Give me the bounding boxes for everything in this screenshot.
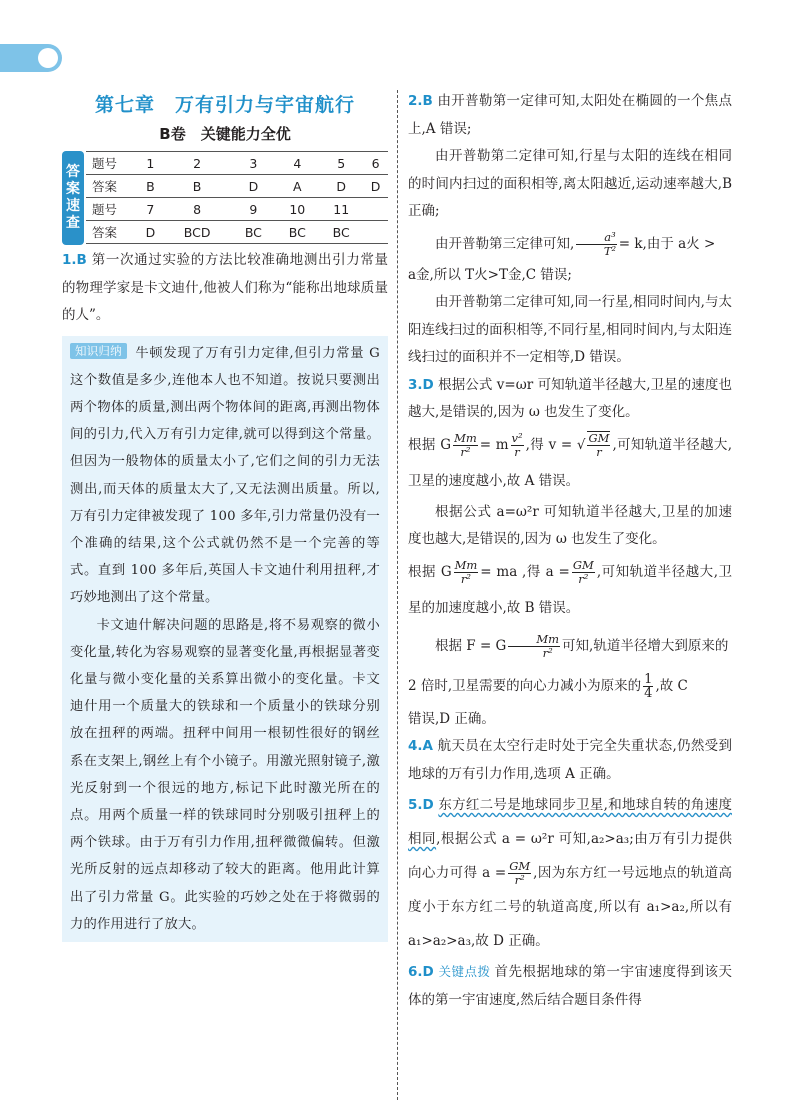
q3-e <box>408 626 732 666</box>
answer-table-cell: 7 <box>138 198 163 221</box>
q3-b: 根据 G $\frac{Mm}{\text{r²}}$ = m $\frac{\text{v²}}{r}$ ,得 v = √ $\frac{GM}{r}$ ,可知轨道半径越大,卫星的速度越小,故 A 错误。 <box>408 430 733 489</box>
fraction <box>511 432 524 459</box>
left-column <box>62 88 388 942</box>
frac-denominator: r² <box>514 873 525 887</box>
tab-dot <box>38 48 58 68</box>
q2-b: 由开普勒第二定律可知,行星与太阳的连线在相同的时间内扫过的面积相等,离太阳越近,运动速率越大,B 正确; <box>408 148 732 219</box>
answer-quick-check <box>62 151 388 244</box>
frac-denominator: r² <box>578 571 589 586</box>
answer-table-header-cell: 答案 <box>86 221 138 244</box>
answer-table-cell: B <box>138 175 163 198</box>
frac-numerator: a³ <box>576 231 616 245</box>
q4-text: 航天员在太空行走时处于完全失重状态,仍然受到地球的万有引力作用,选项 A 正确。 <box>408 738 732 782</box>
right-column <box>408 88 732 1014</box>
q3-d <box>408 554 732 626</box>
q3-b-text-3: ,得 v = <box>525 436 573 453</box>
answer-table-header-cell: 题号 <box>86 198 138 221</box>
answer-table-cell: 8 <box>163 198 232 221</box>
fraction <box>508 633 560 660</box>
answer-label-char: 答 <box>66 164 80 180</box>
answer-table-row <box>86 175 388 198</box>
q5-explanation <box>408 788 732 958</box>
frac-numerator: Mm <box>508 633 560 647</box>
answer-table-cell: B <box>163 175 232 198</box>
fraction <box>572 559 595 586</box>
answer-table-cell: A <box>275 175 319 198</box>
q2-kepler-fraction <box>576 231 616 258</box>
answer-table-cell: D <box>138 221 163 244</box>
q3-e-end: 错误,D 正确。 <box>408 710 495 727</box>
q6-tag: 关键点拨 <box>438 964 491 979</box>
q1-text: 第一次通过实验的方法比较准确地测出引力常量的物理学家是卡文迪什,他被人们称为“能称出地球质量的人”。 <box>62 252 389 323</box>
fraction <box>454 559 479 586</box>
answer-label-char: 速 <box>66 198 80 214</box>
answer-table-cell: 10 <box>275 198 319 221</box>
q2-number: 2.B <box>408 93 433 109</box>
answer-table-cell: 3 <box>231 152 275 175</box>
knowledge-tag: 知识归纳 <box>70 343 127 359</box>
q2-explanation <box>408 88 732 143</box>
answer-table-cell: D <box>363 175 388 198</box>
answer-table-cell <box>363 198 388 221</box>
frac-numerator: 1 <box>644 671 653 687</box>
answer-label-char: 查 <box>66 215 80 231</box>
q6-explanation <box>408 958 732 1014</box>
answer-table-cell: D <box>319 175 363 198</box>
q3-a: 根据公式 v=ωr 可知轨道半径越大,卫星的速度也越大,是错误的,因为 ω 也发生了变化。 <box>408 376 732 420</box>
chapter-title: 第七章 万有引力与宇宙航行 <box>94 94 355 116</box>
fraction <box>643 673 653 700</box>
q2-c <box>408 226 732 262</box>
answer-table-cell: BC <box>275 221 319 244</box>
q3-b-text-4: ,可知轨道半径越大,卫星的速度越小,故 A 错误。 <box>408 436 733 489</box>
answer-table-cell: 1 <box>138 152 163 175</box>
answer-table-cell: 9 <box>231 198 275 221</box>
q1-number: 1.B <box>62 252 87 268</box>
q3-c: 根据公式 a=ω²r 可知轨道半径越大,卫星的加速度也越大,是错误的,因为 ω 也发生了变化。 <box>408 503 732 547</box>
frac-numerator: Mm <box>454 557 478 572</box>
answer-table-cell: D <box>231 175 275 198</box>
q3-d-text-2: = ma ,得 a = <box>480 563 570 580</box>
frac-numerator: GM <box>572 557 594 572</box>
q2-c-text: 由开普勒第三定律可知, <box>435 235 575 252</box>
answer-table-cell: BC <box>319 221 363 244</box>
q2-c-text-2: = k,由于 a火 > <box>618 235 716 252</box>
q5-number: 5.D <box>408 797 434 813</box>
answer-table-cell: BCD <box>163 221 232 244</box>
answer-table-cell: BC <box>231 221 275 244</box>
fraction <box>453 432 478 459</box>
page-corner-tab <box>0 44 62 72</box>
knowledge-text-1: 牛顿发现了万有引力定律,但引力常量 G 这个数值是多少,连他本人也不知道。按说只要测出两个物体的质量,测出两个物体间的距离,再测出物体间的引力,代入万有引力定律,就可以得到这个常量。但因为一般物体的质量太小了,它们之间的引力无法测出,而天体的质量太大了,又无法测出质量。所以,万有引力定律被发现了 100 多年,引力常量仍没有一个准确的结果,这个公式就仍然不是一个完善的等式。直到 100 多年后,英国人卡文迪什利用扭秤,才巧妙地测出了这个常量。 <box>70 345 380 606</box>
q2-a: 由开普勒第一定律可知,太阳处在椭圆的一个焦点上,A 错误; <box>408 93 732 137</box>
answer-quick-check-label <box>62 151 84 245</box>
frac-denominator: r² <box>542 645 553 660</box>
frac-denominator: T² <box>603 243 617 258</box>
q3-e-text: 根据 F = G <box>435 637 507 654</box>
answer-table-cell: 5 <box>319 152 363 175</box>
answer-table-row <box>86 198 388 221</box>
q3-e-text-4: ,故 C <box>655 677 688 694</box>
q3-explanation <box>408 372 732 427</box>
q3-d-text-3: ,可知轨道半径越大,卫星的加速度越小,故 B 错误。 <box>408 563 732 616</box>
answer-label-char: 案 <box>66 181 80 197</box>
q5-text-b: ,因为东方红一号远地点的轨道高度小于东方红二号的轨道高度,所以有 a₁>a₂,所以有 a₁>a₂>a₃,故 D 正确。 <box>408 865 732 949</box>
answer-table-cell: 4 <box>275 152 319 175</box>
answer-table <box>86 151 388 244</box>
knowledge-para-1 <box>70 340 380 612</box>
q5-wavy-text: 东方红二号是地球同步卫星,和地球自转的角速度相同 <box>408 797 732 847</box>
knowledge-box <box>62 336 388 942</box>
knowledge-para-2: 卡文迪什解决问题的思路是,将不易观察的微小变化量,转化为容易观察的显著变化量,再根据显著变化量与微小变化量的关系算出微小的变化量。卡文迪什用一个质量大的铁球和一个质量小的铁球分别放在扭秤的两端。扭秤中间用一根韧性很好的钢丝系在支架上,钢丝上有个小镜子。用激光照射镜子,激光反射到一个很远的地方,标记下此时激光所在的点。用两个质量一样的铁球同时分别吸引扭秤上的两个铁球。由于万有引力作用,扭秤微微偏转。但激光所反射的远点却移动了较大的距离。他用此计算出了引力常量 G。此实验的巧妙之处在于将微弱的力的作用进行了放大。 <box>70 617 380 932</box>
frac-numerator: GM <box>509 859 531 873</box>
answer-table-cell: 11 <box>319 198 363 221</box>
fraction <box>508 860 531 887</box>
frac-numerator: Mm <box>454 430 477 445</box>
section-subtitle: B卷 关键能力全优 <box>159 125 291 143</box>
q6-text: 首先根据地球的第一宇宙速度得到该天体的第一宇宙速度,然后结合题目条件得 <box>408 964 732 1008</box>
answer-table-header-cell: 题号 <box>86 152 138 175</box>
sqrt-fraction <box>587 431 610 459</box>
column-divider <box>397 90 398 1100</box>
q3-e-cont <box>408 666 732 706</box>
q4-explanation <box>408 733 732 788</box>
answer-table-row <box>86 152 388 175</box>
q2-c-cont: a金,所以 T火>T金,C 错误; <box>408 266 572 283</box>
q3-d-text: 根据 G <box>408 563 452 580</box>
answer-table-row <box>86 221 388 244</box>
frac-numerator: v² <box>511 430 523 445</box>
q6-number: 6.D <box>408 964 434 980</box>
frac-numerator: GM <box>588 431 610 445</box>
q4-number: 4.A <box>408 738 433 754</box>
frac-denominator: r <box>596 445 602 459</box>
frac-denominator: r² <box>460 444 471 459</box>
answer-table-cell: 2 <box>163 152 232 175</box>
q3-b-text: 根据 G <box>408 436 452 453</box>
frac-denominator: 4 <box>644 685 653 701</box>
q3-e-text-3: 2 倍时,卫星需要的向心力减小为原来的 <box>408 677 642 694</box>
frac-denominator: r² <box>460 571 471 586</box>
q3-e-text-2: 可知,轨道半径增大到原来的 <box>562 637 729 654</box>
q3-b-text-2: = m <box>479 436 509 453</box>
frac-denominator: r <box>514 444 520 459</box>
answer-table-cell: 6 <box>363 152 388 175</box>
q2-d: 由开普勒第二定律可知,同一行星,相同时间内,与太阳连线扫过的面积相等,不同行星,相同时间内,与太阳连线扫过的面积并不一定相等,D 错误。 <box>408 294 732 365</box>
q3-number: 3.D <box>408 376 434 393</box>
answer-table-header-cell: 答案 <box>86 175 138 198</box>
q1-explanation <box>62 247 388 330</box>
answer-table-cell <box>363 221 388 244</box>
q5-text-a: ,根据公式 a = ω²r 可知,a₂>a₃;由万有引力提供向心力可得 a = <box>408 831 733 881</box>
